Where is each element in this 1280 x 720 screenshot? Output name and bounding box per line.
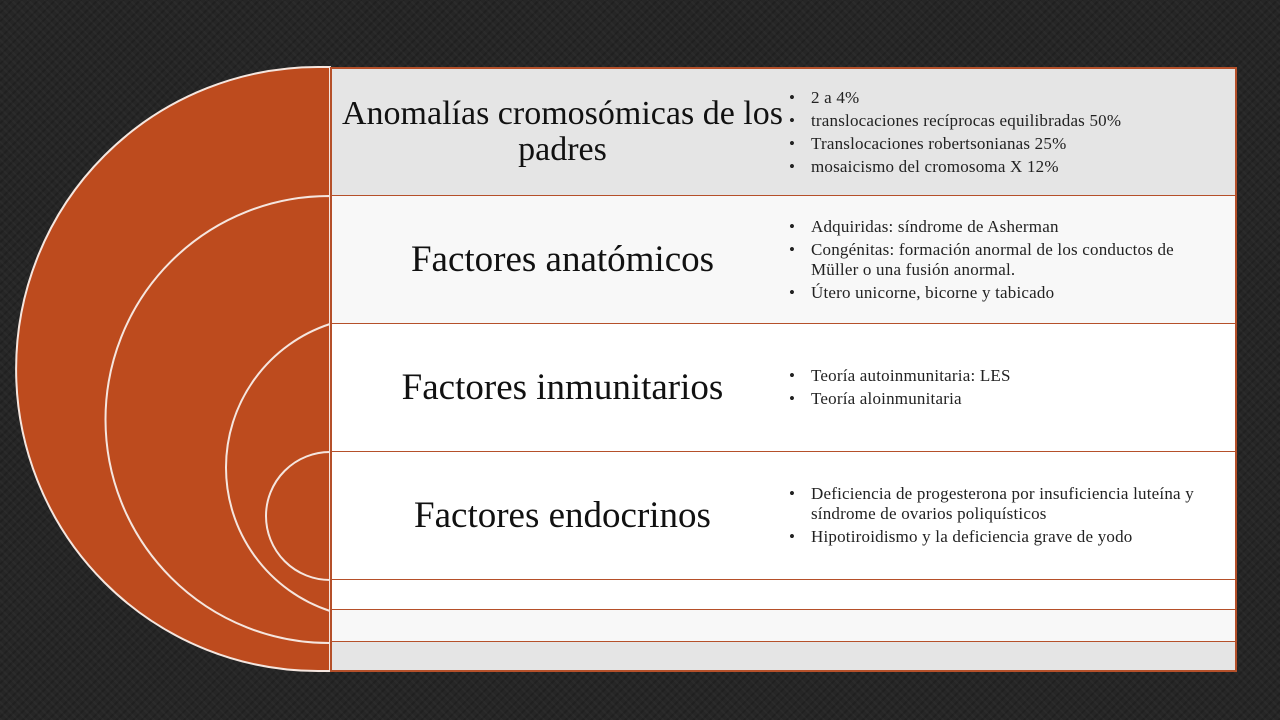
bullet-item: • Útero unicorne, bicorne y tabicado (785, 283, 1225, 303)
panel-chromosomal (330, 67, 1237, 196)
empty-band (330, 579, 1237, 610)
panel-endocrine (330, 451, 1237, 580)
bullet-item: • Hipotiroidismo y la deficiencia grave de yodo (785, 527, 1225, 547)
bullet-item: • Congénitas: formación anormal de los conductos de Müller o una fusión anormal. (785, 240, 1225, 280)
bullet-item: • Deficiencia de progesterona por insuficiencia luteína y síndrome de ovarios poliquísticos (785, 484, 1225, 524)
bullet-item: • mosaicismo del cromosoma X 12% (785, 157, 1225, 177)
panel-anatomical (330, 195, 1237, 324)
panel-title: Factores inmunitarios (401, 366, 724, 408)
panel-immune (330, 323, 1237, 452)
bullet-item: • Teoría aloinmunitaria (785, 389, 1225, 409)
panel-title: Factores anatómicos (410, 238, 715, 280)
bullet-item: • Adquiridas: síndrome de Asherman (785, 217, 1225, 237)
bullet-item: • translocaciones recíprocas equilibradas 50% (785, 111, 1225, 131)
bullet-item: • 2 a 4% (785, 88, 1225, 108)
panel-title: Factores endocrinos (414, 494, 711, 536)
bullet-list (785, 363, 1235, 412)
bullet-item: • Teoría autoinmunitaria: LES (785, 366, 1225, 386)
bullet-list (785, 85, 1235, 180)
bullet-list (785, 481, 1235, 550)
empty-band (330, 609, 1237, 642)
bullet-list (785, 214, 1235, 306)
panel-title: Anomalías cromosómicas de los padres (342, 95, 783, 168)
bullet-item: • Translocaciones robertsonianas 25% (785, 134, 1225, 154)
empty-band (330, 641, 1237, 672)
